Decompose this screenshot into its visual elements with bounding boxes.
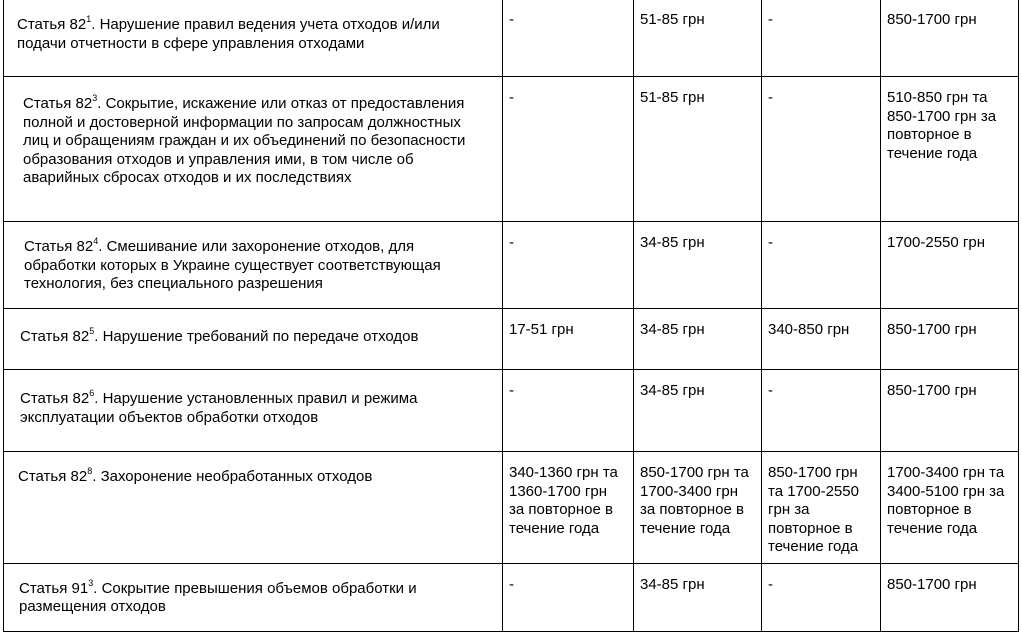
article-text: . Захоронение необработанных отходов [92,468,373,485]
article-prefix: Статья 82 [20,390,90,407]
fine-cell-col5 [881,309,1019,370]
fine-value: 340-850 грн [768,321,850,338]
fine-cell-col4 [762,77,881,222]
article-text: . Сокрытие превышения объемов обработки и размещения отходов [19,579,417,615]
fine-cell-col4 [762,452,881,564]
fine-cell-col4 [762,222,881,309]
fine-value: 1700-2550 грн [887,234,985,251]
article-cell [4,309,503,370]
article-prefix: Статья 82 [24,238,94,255]
fine-value: - [768,89,773,106]
fine-cell-col2 [503,77,634,222]
article-text: . Нарушение требований по передаче отходов [94,328,419,345]
article-superscript: 4 [93,236,99,246]
fine-cell-col5 [881,222,1019,309]
article-prefix: Статья 82 [23,95,93,112]
article-cell [4,222,503,309]
fine-value: 340-1360 грн та 1360-1700 грн за повторное в течение года [509,464,618,537]
fine-cell-col5 [881,370,1019,452]
fine-cell-col4 [762,309,881,370]
fine-cell-col2 [503,0,634,77]
fine-cell-col4 [762,563,881,631]
fine-value: 34-85 грн [640,575,705,593]
table-row [4,309,1019,370]
article-text: . Сокрытие, искажение или отказ от предоставления полной и достоверной информации по запросам должностных лиц и обращениям граждан и их объединений по безопасности образования отходов и управления ими, в том числе об аварийных сбросах отходов и их последствиях [23,95,466,186]
article-cell [4,370,503,452]
fine-value: - [768,382,773,399]
article-superscript: 5 [89,326,95,336]
fine-cell-col3 [634,77,762,222]
fine-value: - [768,234,773,251]
fine-value: 51-85 грн [640,89,705,106]
article-prefix: Статья 82 [17,16,87,33]
fines-table [3,0,1019,632]
article-prefix: Статья 82 [20,328,90,345]
table-row [4,222,1019,309]
article-text: . Нарушение правил ведения учета отходов и/или подачи отчетности в сфере управления отходами [17,16,440,52]
article-text: . Смешивание или захоронение отходов, для обработки которых в Украине существует соответствующая технология, без специального разрешения [24,238,441,292]
fine-cell-col2 [503,563,634,631]
fine-value: - [768,575,773,593]
fine-value: - [509,382,514,399]
fine-value: 850-1700 грн [887,321,977,338]
table-row [4,452,1019,564]
fine-cell-col2 [503,370,634,452]
fine-value: - [509,234,514,251]
fine-value: 17-51 грн [509,321,574,338]
table-row [4,370,1019,452]
article-superscript: 3 [88,577,94,588]
fine-cell-col3 [634,0,762,77]
fine-value: 51-85 грн [640,11,705,28]
fine-cell-col3 [634,222,762,309]
article-superscript: 3 [92,93,98,103]
fine-cell-col3 [634,452,762,564]
fine-cell-col4 [762,370,881,452]
table-row [4,0,1019,77]
article-superscript: 8 [87,466,93,476]
fine-cell-col2 [503,452,634,564]
fine-cell-col5 [881,0,1019,77]
fine-value: - [768,11,773,28]
fine-value: 850-1700 грн [887,11,977,28]
fine-value: 34-85 грн [640,382,705,399]
fine-value: 34-85 грн [640,234,705,251]
fine-value: 850-1700 грн та 1700-2550 грн за повторное в течение года [768,464,859,555]
fine-value: 850-1700 грн [887,382,977,399]
fine-cell-col2 [503,309,634,370]
article-cell [4,452,503,564]
article-text: . Нарушение установленных правил и режима эксплуатации объектов обработки отходов [20,390,418,426]
fine-cell-col5 [881,77,1019,222]
article-prefix: Статья 82 [18,468,88,485]
table-row [4,77,1019,222]
article-cell [4,77,503,222]
fine-cell-col4 [762,0,881,77]
article-prefix: Статья 91 [19,579,89,597]
fine-value: 1700-3400 грн та 3400-5100 грн за повторное в течение года [887,464,1005,537]
fine-value: - [509,89,514,106]
fine-value: - [509,11,514,28]
fine-cell-col3 [634,563,762,631]
fine-cell-col5 [881,452,1019,564]
fine-value: 850-1700 грн [887,575,977,593]
article-superscript: 1 [86,14,92,24]
fine-cell-col3 [634,370,762,452]
fine-cell-col2 [503,222,634,309]
fine-cell-col3 [634,309,762,370]
fine-value: 850-1700 грн та 1700-3400 грн за повторное в течение года [640,464,749,537]
article-superscript: 6 [89,388,95,398]
fine-value: 34-85 грн [640,321,705,338]
fine-cell-col5 [881,563,1019,631]
table-row [4,563,1019,631]
article-cell [4,563,503,631]
fine-value: - [509,575,514,593]
article-cell [4,0,503,77]
fine-value: 510-850 грн та 850-1700 грн за повторное в течение года [887,89,997,162]
